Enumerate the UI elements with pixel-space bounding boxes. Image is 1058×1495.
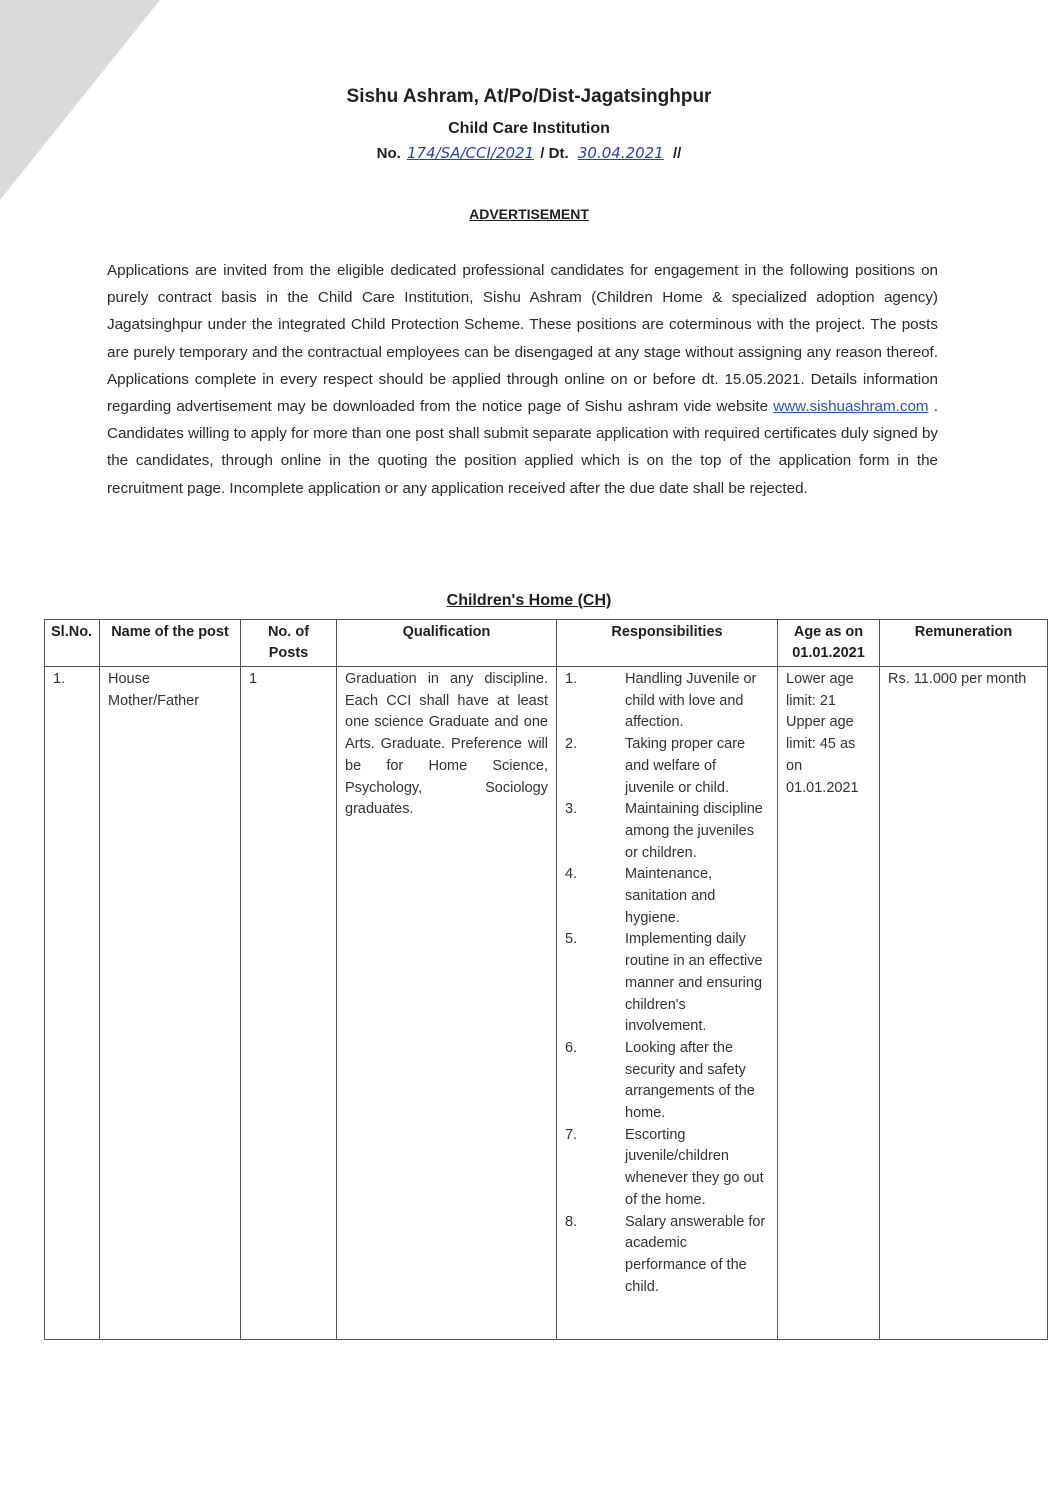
cell-post-name: House Mother/Father bbox=[100, 667, 241, 1340]
header-age: Age as on 01.01.2021 bbox=[778, 620, 880, 667]
institution-subtitle: Child Care Institution bbox=[448, 120, 610, 137]
ref-number-handwritten: 174/SA/CCI/2021 bbox=[407, 144, 535, 162]
responsibility-number: 3. bbox=[565, 801, 578, 818]
reference-line bbox=[0, 144, 1058, 162]
header-responsibilities: Responsibilities bbox=[557, 620, 778, 667]
ref-date-handwritten: 30.04.2021 bbox=[577, 144, 664, 162]
header-remuneration: Remuneration bbox=[880, 620, 1048, 667]
advertisement-paragraph bbox=[107, 257, 938, 502]
document-header bbox=[0, 86, 1058, 162]
responsibility-item bbox=[565, 864, 769, 929]
table-title: Children's Home (CH) bbox=[446, 592, 612, 609]
responsibility-item bbox=[565, 1212, 769, 1299]
ref-prefix: No. bbox=[376, 145, 401, 162]
header-sl-no: Sl.No. bbox=[45, 620, 100, 667]
responsibility-text: Escorting juvenile/children whenever they go out of the home. bbox=[625, 1126, 764, 1208]
responsibility-number: 8. bbox=[565, 1213, 578, 1230]
responsibility-text: Taking proper care and welfare of juvenile or child. bbox=[625, 736, 746, 796]
responsibility-item bbox=[565, 734, 769, 799]
table-row bbox=[45, 667, 1048, 1340]
header-post-name: Name of the post bbox=[100, 620, 241, 667]
responsibility-number: 7. bbox=[565, 1126, 578, 1143]
advertisement-heading: ADVERTISEMENT bbox=[469, 206, 589, 222]
ref-separator: / Dt. bbox=[540, 145, 569, 162]
paragraph-part-2: . Candidates willing to apply for more than one post shall submit separate application with required certificates duly signed by the candidates, through online in the quoting the position applied which is on the top of the application form in the recruitment page. Incomplete application or any application received after the due date shall be rejected. bbox=[107, 398, 938, 497]
responsibility-item bbox=[565, 669, 769, 734]
ref-suffix: // bbox=[672, 145, 682, 162]
responsibility-text: Implementing daily routine in an effective manner and ensuring children's involvement. bbox=[625, 931, 763, 1035]
responsibility-number: 1. bbox=[565, 671, 578, 687]
cell-responsibilities bbox=[557, 667, 778, 1340]
responsibility-item bbox=[565, 1125, 769, 1212]
responsibility-text: Maintaining discipline among the juveniles or children. bbox=[625, 801, 763, 861]
table-header-row bbox=[45, 620, 1048, 667]
responsibility-text: Looking after the security and safety arrangements of the home. bbox=[625, 1039, 755, 1122]
responsibility-text: Handling Juvenile or child with love and affection. bbox=[625, 671, 757, 731]
cell-age-limit: Lower age limit: 21 Upper age limit: 45 as on 01.01.2021 bbox=[778, 667, 880, 1340]
header-qualification: Qualification bbox=[337, 620, 557, 667]
childrens-home-table bbox=[44, 619, 1048, 1340]
responsibility-item bbox=[565, 1038, 769, 1125]
header-no-of-posts: No. of Posts bbox=[241, 620, 337, 667]
responsibility-number: 5. bbox=[565, 931, 578, 948]
responsibility-number: 2. bbox=[565, 736, 578, 753]
responsibility-number: 4. bbox=[565, 866, 578, 883]
responsibility-number: 6. bbox=[565, 1039, 578, 1056]
responsibility-item bbox=[565, 929, 769, 1038]
cell-remuneration: Rs. 11.000 per month bbox=[880, 667, 1048, 1340]
paragraph-part-1: Applications are invited from the eligible dedicated professional candidates for engagement in the following positions on purely contract basis in the Child Care Institution, Sishu Ashram (Children Home & specialized adoption agency) Jagatsinghpur under the integrated Child Protection Scheme. These positions are coterminous with the project. The posts are purely temporary and the contractual employees can be disengaged at any stage without assigning any reason thereof. Applications complete in every respect should be applied through online on or before dt. 15.05.2021. Details information regarding advertisement may be downloaded from the notice page of Sishu ashram vide website bbox=[107, 262, 938, 416]
organization-title: Sishu Ashram, At/Po/Dist-Jagatsinghpur bbox=[346, 86, 712, 107]
responsibility-text: Salary answerable for academic performance of the child. bbox=[625, 1213, 766, 1295]
responsibility-item bbox=[565, 799, 769, 864]
cell-sl-no: 1. bbox=[45, 667, 100, 1340]
responsibility-text: Maintenance, sanitation and hygiene. bbox=[625, 866, 716, 926]
cell-qualification: Graduation in any discipline. Each CCI shall have at least one science Graduate and one Arts. Graduate. Preference will be for Home Science, Psychology, Sociology graduates. bbox=[337, 667, 557, 1340]
cell-no-of-posts: 1 bbox=[241, 667, 337, 1340]
website-link[interactable]: www.sishuashram.com bbox=[773, 398, 929, 416]
